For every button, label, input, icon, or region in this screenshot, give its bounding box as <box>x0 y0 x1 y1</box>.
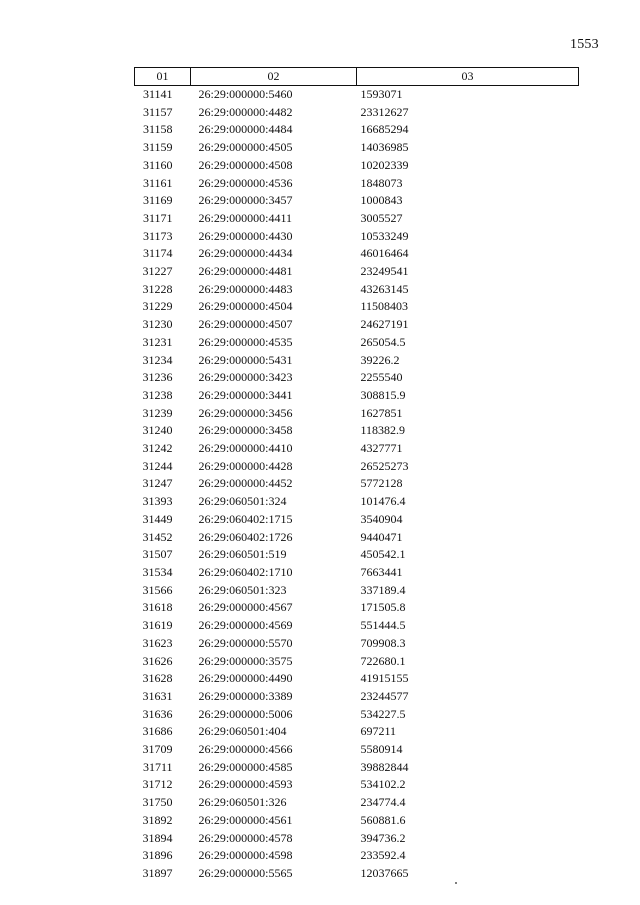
cadastral-value-cell: 23249541 <box>360 264 409 279</box>
cadastral-number-cell: 26:29:060501:519 <box>198 547 287 562</box>
cadastral-number-cell: 26:29:000000:5431 <box>198 352 293 367</box>
cadastral-value-cell: 5580914 <box>360 742 403 757</box>
table-row <box>135 617 579 635</box>
row-id-cell: 31227 <box>142 264 173 279</box>
cadastral-number-cell: 26:29:060501:326 <box>198 795 287 810</box>
table-row <box>135 865 579 883</box>
cadastral-value-cell: 5772128 <box>360 476 403 491</box>
table-header-row <box>135 68 579 86</box>
cadastral-number-cell: 26:29:000000:4578 <box>198 830 293 845</box>
row-id-cell: 31159 <box>142 140 173 155</box>
cadastral-number-cell: 26:29:000000:4482 <box>198 104 293 119</box>
table-row <box>135 529 579 547</box>
row-id-cell: 31231 <box>142 334 173 349</box>
table-row <box>135 157 579 175</box>
row-id-cell: 31242 <box>142 441 173 456</box>
cadastral-number-cell: 26:29:000000:4430 <box>198 228 293 243</box>
row-id-cell: 31897 <box>142 865 173 880</box>
row-id-cell: 31239 <box>142 405 173 420</box>
row-id-cell: 31686 <box>142 724 173 739</box>
table-row <box>135 546 579 564</box>
table-row <box>135 511 579 529</box>
table-body <box>135 86 579 883</box>
row-id-cell: 31712 <box>142 777 173 792</box>
row-id-cell: 31173 <box>142 228 173 243</box>
cadastral-number-cell: 26:29:000000:4567 <box>198 600 293 615</box>
cadastral-value-table <box>134 67 579 883</box>
cadastral-number-cell: 26:29:000000:4598 <box>198 848 293 863</box>
table-row <box>135 121 579 139</box>
cadastral-number-cell: 26:29:000000:4536 <box>198 175 293 190</box>
table-row <box>135 830 579 848</box>
row-id-cell: 31507 <box>142 547 173 562</box>
cadastral-value-cell: 9440471 <box>360 529 403 544</box>
column-header-02: 02 <box>191 68 357 86</box>
row-id-cell: 31240 <box>142 423 173 438</box>
row-id-cell: 31631 <box>142 688 173 703</box>
row-id-cell: 31157 <box>142 104 173 119</box>
cadastral-value-cell: 101476.4 <box>360 494 406 509</box>
table-row <box>135 812 579 830</box>
cadastral-value-cell: 12037665 <box>360 865 409 880</box>
row-id-cell: 31534 <box>142 564 173 579</box>
row-id-cell: 31626 <box>142 653 173 668</box>
table-row <box>135 175 579 193</box>
cadastral-value-cell: 16685294 <box>360 122 409 137</box>
table-row <box>135 369 579 387</box>
row-id-cell: 31566 <box>142 582 173 597</box>
cadastral-value-cell: 534227.5 <box>360 706 406 721</box>
cadastral-value-cell: 709908.3 <box>360 635 406 650</box>
table-row <box>135 387 579 405</box>
cadastral-number-cell: 26:29:060402:1726 <box>198 529 293 544</box>
row-id-cell: 31236 <box>142 370 173 385</box>
table-row <box>135 776 579 794</box>
cadastral-value-cell: 337189.4 <box>360 582 406 597</box>
table-row <box>135 493 579 511</box>
cadastral-number-cell: 26:29:000000:4484 <box>198 122 293 137</box>
cadastral-number-cell: 26:29:060402:1710 <box>198 564 293 579</box>
cadastral-value-cell: 234774.4 <box>360 795 406 810</box>
table-row <box>135 139 579 157</box>
cadastral-value-cell: 23244577 <box>360 688 409 703</box>
row-id-cell: 31393 <box>142 494 173 509</box>
cadastral-value-cell: 534102.2 <box>360 777 406 792</box>
row-id-cell: 31141 <box>142 87 173 101</box>
row-id-cell: 31234 <box>142 352 173 367</box>
row-id-cell: 31623 <box>142 635 173 650</box>
cadastral-number-cell: 26:29:060402:1715 <box>198 511 293 526</box>
table-row <box>135 422 579 440</box>
cadastral-value-cell: 23312627 <box>360 104 409 119</box>
table-row <box>135 440 579 458</box>
cadastral-number-cell: 26:29:060501:323 <box>198 582 287 597</box>
row-id-cell: 31229 <box>142 299 173 314</box>
cadastral-number-cell: 26:29:000000:5006 <box>198 706 293 721</box>
cadastral-value-cell: 560881.6 <box>360 812 406 827</box>
cadastral-value-cell: 3540904 <box>360 511 403 526</box>
cadastral-number-cell: 26:29:000000:4483 <box>198 281 293 296</box>
table-row <box>135 475 579 493</box>
cadastral-value-cell: 697211 <box>360 724 397 739</box>
cadastral-number-cell: 26:29:000000:4504 <box>198 299 293 314</box>
cadastral-number-cell: 26:29:000000:3389 <box>198 688 293 703</box>
row-id-cell: 31174 <box>142 246 173 261</box>
column-header-03: 03 <box>357 68 579 86</box>
table-row <box>135 281 579 299</box>
cadastral-value-cell: 24627191 <box>360 317 409 332</box>
cadastral-number-cell: 26:29:000000:4507 <box>198 317 293 332</box>
table-row <box>135 688 579 706</box>
table-row <box>135 653 579 671</box>
row-id-cell: 31628 <box>142 671 173 686</box>
table-row <box>135 86 579 104</box>
cadastral-number-cell: 26:29:060501:324 <box>198 494 287 509</box>
row-id-cell: 31244 <box>142 458 173 473</box>
cadastral-value-cell: 14036985 <box>360 140 409 155</box>
row-id-cell: 31892 <box>142 812 173 827</box>
table-row <box>135 334 579 352</box>
row-id-cell: 31894 <box>142 830 173 845</box>
cadastral-value-cell: 722680.1 <box>360 653 406 668</box>
row-id-cell: 31247 <box>142 476 173 491</box>
cadastral-number-cell: 26:29:000000:4410 <box>198 441 293 456</box>
cadastral-value-cell: 1848073 <box>360 175 403 190</box>
row-id-cell: 31619 <box>142 618 173 633</box>
cadastral-number-cell: 26:29:000000:4434 <box>198 246 293 261</box>
row-id-cell: 31618 <box>142 600 173 615</box>
table-row <box>135 352 579 370</box>
table-row <box>135 245 579 263</box>
row-id-cell: 31161 <box>142 175 173 190</box>
cadastral-value-cell: 39226.2 <box>360 352 400 367</box>
table-row <box>135 794 579 812</box>
cadastral-value-cell: 11508403 <box>360 299 409 314</box>
cadastral-number-cell: 26:29:000000:4490 <box>198 671 293 686</box>
cadastral-value-cell: 7663441 <box>360 564 403 579</box>
table-row <box>135 298 579 316</box>
table-row <box>135 228 579 246</box>
cadastral-value-cell: 118382.9 <box>360 423 406 438</box>
row-id-cell: 31711 <box>142 759 173 774</box>
page-number: 1553 <box>570 37 599 52</box>
cadastral-number-cell: 26:29:000000:4505 <box>198 140 293 155</box>
cadastral-value-cell: 26525273 <box>360 458 409 473</box>
cadastral-number-cell: 26:29:000000:4411 <box>198 210 293 225</box>
table-row <box>135 564 579 582</box>
cadastral-number-cell: 26:29:000000:5570 <box>198 635 293 650</box>
scan-speck <box>455 882 457 884</box>
row-id-cell: 31238 <box>142 387 173 402</box>
cadastral-number-cell: 26:29:000000:4452 <box>198 476 293 491</box>
table-row <box>135 759 579 777</box>
cadastral-value-cell: 551444.5 <box>360 618 406 633</box>
row-id-cell: 31452 <box>142 529 173 544</box>
cadastral-number-cell: 26:29:000000:3441 <box>198 387 293 402</box>
table-row <box>135 741 579 759</box>
row-id-cell: 31171 <box>142 210 173 225</box>
cadastral-value-cell: 43263145 <box>360 281 409 296</box>
cadastral-value-cell: 394736.2 <box>360 830 406 845</box>
cadastral-value-cell: 1593071 <box>360 87 403 101</box>
table-row <box>135 316 579 334</box>
cadastral-number-cell: 26:29:000000:4508 <box>198 157 293 172</box>
table-row <box>135 723 579 741</box>
row-id-cell: 31896 <box>142 848 173 863</box>
cadastral-value-cell: 3005527 <box>360 210 403 225</box>
table-row <box>135 582 579 600</box>
cadastral-value-cell: 308815.9 <box>360 387 406 402</box>
cadastral-value-cell: 171505.8 <box>360 600 406 615</box>
cadastral-number-cell: 26:29:000000:4535 <box>198 334 293 349</box>
table-row <box>135 263 579 281</box>
cadastral-number-cell: 26:29:000000:4481 <box>198 264 293 279</box>
row-id-cell: 31169 <box>142 193 173 208</box>
cadastral-number-cell: 26:29:000000:4593 <box>198 777 293 792</box>
cadastral-number-cell: 26:29:000000:4428 <box>198 458 293 473</box>
cadastral-value-cell: 46016464 <box>360 246 409 261</box>
row-id-cell: 31750 <box>142 795 173 810</box>
cadastral-value-cell: 450542.1 <box>360 547 406 562</box>
table-row <box>135 706 579 724</box>
cadastral-number-cell: 26:29:000000:4585 <box>198 759 293 774</box>
table-row <box>135 405 579 423</box>
table-row <box>135 104 579 122</box>
table-row <box>135 670 579 688</box>
row-id-cell: 31636 <box>142 706 173 721</box>
cadastral-number-cell: 26:29:000000:4561 <box>198 812 293 827</box>
cadastral-number-cell: 26:29:060501:404 <box>198 724 287 739</box>
column-header-01: 01 <box>135 68 191 86</box>
cadastral-number-cell: 26:29:000000:3458 <box>198 423 293 438</box>
row-id-cell: 31228 <box>142 281 173 296</box>
cadastral-value-cell: 1000843 <box>360 193 403 208</box>
cadastral-value-cell: 2255540 <box>360 370 403 385</box>
table-row <box>135 635 579 653</box>
cadastral-value-cell: 4327771 <box>360 441 403 456</box>
cadastral-value-cell: 39882844 <box>360 759 409 774</box>
cadastral-value-cell: 1627851 <box>360 405 403 420</box>
cadastral-number-cell: 26:29:000000:3456 <box>198 405 293 420</box>
cadastral-value-cell: 265054.5 <box>360 334 406 349</box>
row-id-cell: 31158 <box>142 122 173 137</box>
cadastral-number-cell: 26:29:000000:3575 <box>198 653 293 668</box>
table-row <box>135 192 579 210</box>
cadastral-number-cell: 26:29:000000:3423 <box>198 370 293 385</box>
cadastral-number-cell: 26:29:000000:3457 <box>198 193 293 208</box>
cadastral-value-cell: 10533249 <box>360 228 409 243</box>
table-row <box>135 599 579 617</box>
row-id-cell: 31449 <box>142 511 173 526</box>
cadastral-number-cell: 26:29:000000:4566 <box>198 742 293 757</box>
row-id-cell: 31709 <box>142 742 173 757</box>
cadastral-number-cell: 26:29:000000:4569 <box>198 618 293 633</box>
row-id-cell: 31230 <box>142 317 173 332</box>
cadastral-number-cell: 26:29:000000:5460 <box>198 87 293 101</box>
row-id-cell: 31160 <box>142 157 173 172</box>
cadastral-number-cell: 26:29:000000:5565 <box>198 865 293 880</box>
table-row <box>135 210 579 228</box>
table-row <box>135 847 579 865</box>
table-row <box>135 458 579 476</box>
cadastral-value-cell: 233592.4 <box>360 848 406 863</box>
cadastral-value-cell: 10202339 <box>360 157 409 172</box>
cadastral-value-cell: 41915155 <box>360 671 409 686</box>
